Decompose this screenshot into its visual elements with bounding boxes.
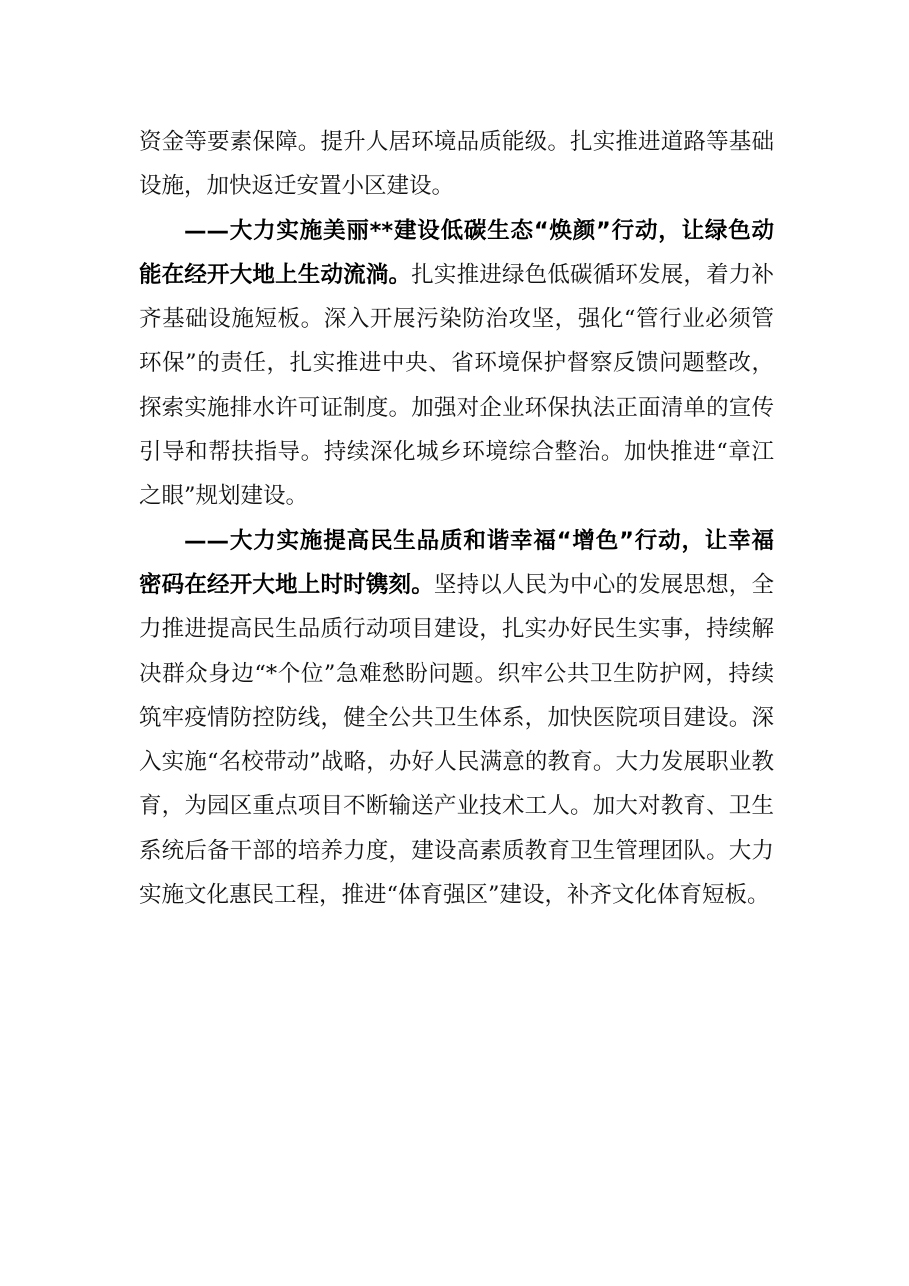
- paragraph-green-ecology: [139, 209, 774, 519]
- paragraph-continuation: [139, 120, 774, 209]
- paragraph-livelihood: [139, 519, 774, 918]
- document-body: [139, 120, 774, 917]
- paragraph-text: 扎实推进绿色低碳循环发展，着力补齐基础设施短板。深入开展污染防治攻坚，强化“管行业必须管环保”的责任，扎实推进中央、省环境保护督察反馈问题整改，探索实施排水许可证制度。加强对企业环保执法正面清单的宣传引导和帮扶指导。持续深化城乡环境综合整治。加快推进“章江之眼”规划建设。: [139, 261, 774, 510]
- paragraph-heading: ——大力实施美丽**建设低碳生态“焕颜”行动，让绿色动能在经开大地上生动流淌。: [139, 217, 774, 288]
- paragraph-text: 资金等要素保障。提升人居环境品质能级。扎实推进道路等基础设施，加快返迁安置小区建设。: [139, 129, 774, 200]
- paragraph-heading: ——大力实施提高民生品质和谐幸福“增色”行动，让幸福密码在经开大地上时时镌刻。: [139, 527, 774, 598]
- paragraph-text: 坚持以人民为中心的发展思想，全力推进提高民生品质行动项目建设，扎实办好民生实事，持续解决群众身边“*个位”急难愁盼问题。织牢公共卫生防护网，持续筑牢疫情防控防线，健全公共卫生体系，加快医院项目建设。深入实施“名校带动”战略，办好人民满意的教育。大力发展职业教育，为园区重点项目不断输送产业技术工人。加大对教育、卫生系统后备干部的培养力度，建设高素质教育卫生管理团队。大力实施文化惠民工程，推进“体育强区”建设，补齐文化体育短板。: [139, 571, 774, 909]
